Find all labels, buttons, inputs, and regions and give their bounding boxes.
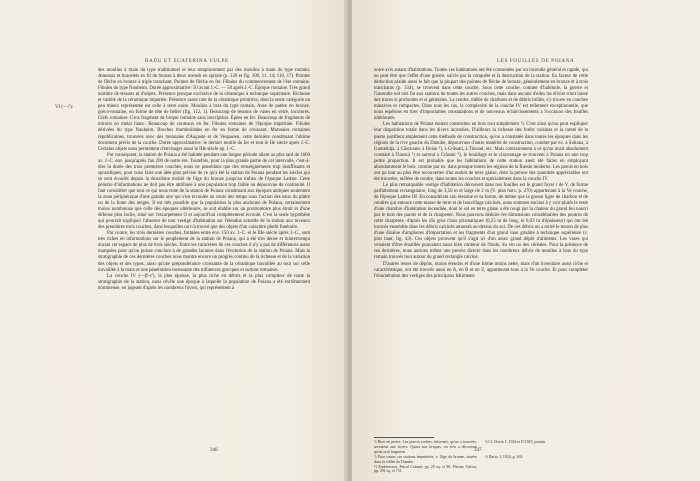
paragraph: La couche IV (—β'-ε'), la plus épaisse, la plus riche en débris et la plus complexe de toute la stratigraphie de la station, nous révèle une époque à laquelle la population de Poiana a été extrêmement nombreuse, en jugeant d'après les nombreux foyers, qui représentent à [98, 273, 310, 291]
left-page [0, 0, 348, 481]
footnote: ⁴) Dacia, I, 1924, p. 163. [485, 454, 524, 459]
paragraph: Les habitations de Poiana étaient construites en bois tout simplement ¹). C'est ainsi qu'on peut expliquer leur disparition totale dans les divers incendies. D'ailleurs la richesse des forêts voisines et la rareté de la pierre justifient amplement cette méthode de construction, qu'on a constatée dans toutes les époques dans les régions de la rive gauche du Danube, dépourvues d'autre matériel de construction, comme par ex. à Sultana, à Gumelnița, à Căscioare, à Boian ²), à Crăsani, à Tinosul, etc. Mais contrairement à ce qu'on avait absolument constaté à Tinosul ³) et surtout à Crăsani ⁴), le bouillage et le clayonnage se trouvent à Poiana en une trop petite proportion. Il est probable que les habitations de cette station aient été faites en employant abondamment le bois, comme par ex. dans presque toutes les régions de la Russie moderne. Les parois en bois ont pu tout au plus être recouvertes d'un enduit de terre glaise, dont la preuve des quantités appréciables ont été trouvées, mêlées de cendre, dans toutes les couches et spécialement dans la couche IV. [374, 122, 589, 182]
paragraph: Le plus remarquable vestige d'habitation découvert dans nos fouilles est le grand foyer i de Y, de forme parfaitement rectangulaire, long de 3,50 m et large de 2 m (V. plan hors. p. 270) appartenant à la Ve couche, de l'époque Latène III. En considérant son étendue et sa forme, de même que la grosse ligne de charbon et de cendres qui entoure cette masse de terre et de bouvillage calcinés, nous sommes enclins à y voir plutôt le reste d'une chambre d'habitation incendiée, dont le sol en terre glaise a été rougi par la chaleur du grand feu nourri par le bois des parois et de la charpente. Nous pouvons déduire les dimensions considérables des poutres de cette charpente, d'après les dix gros clous prismatiques (0,25 m de long, et 0,03 m d'épaisseur) qui ont été trouvés ensemble dans les débris calcinés amassés au-dessus du sol. De ces débris on a retiré le tesson de plus d'une dizaine d'amphores d'importation et les fragments d'un grand vase grisâtre à technique supérieure (v. plus haut, fig. 43). Ces objets prouvent qu'il s'agit ici d'un assez grand dépôt d'aliments. Les vases qui venaient d'être émaillés pouvaient aussi bien contenir de l'huile, du vin ou des céréales. Pour la présence de ces dernières, nous aurions même une preuve directe dans les nombreux débris de moulins à bras du type romain trouvés tout autour du grand rectangle calciné. [374, 182, 588, 261]
right-page [352, 0, 700, 481]
paragraph: des moulins à main du type traditionnel et leur remplacement par des moulins à main du type romain. Anneaux et bracelets en fil de bronze à deux noeuds en spirale (p. 330 et fig. 109, 11, 14; 110, 17). Pointes de flèche en bronze à triple tranchant. Pointes de flèche en fer. Fibules du commencement de l'ère romaine. Fibules du type Nauheim. Durée approximative: 50 avant J.-C. — 50 après J.-C. Époque romaine. Très grand nombre de tessons et d'objets. Présence presque exclusive de la céramique à technique supérieure. Richesse et variété de la céramique importée. Présence assez rare de la céramique primitive, dont la seule catégorie un peu mieux représentée est celle à terre noire. Moulins à bras du type romain. Anse de patère en bronze, gréco-romaine, en forme de tête de bélier (fig. 112, 1). Beaucoup de tessons de vases en verre, incolores. Clefs romaines. Gros fragment de brique romaine sans inscription. Épées en fer. Beaucoup de fragments de miroirs en métal blanc. Beaucoup de couteaux en fer. Fibules romaines de l'époque impériale. Fibules dérivées du type Nauheim. Broches rhomboïdales en fer en forme de croissant. Monnaies romaines républicaines, trouvées avec des monnaies d'Auguste et de Vespasien, cette dernière constituant l'ultime document précis de la couche. Durée approximative: le dernier moitié du Ier et tout le IIe siècle après J.-C. Certains objets nous permettent d'envisager aussi le IIIe siècle ap. J.-C. [98, 68, 310, 152]
footnote: ⁵) Andriesescu, Piscul Crăsani, pp. 25 sq. et 96; Pârvan, Getica, pp. 291 sq. et 731. [374, 464, 477, 474]
paragraph: Par contre, les trois dernières couches, formées entre env. 150 av. J.-C. et le IIIe siècle après J.-C., sont très riches en informations sur le peuplement de la station de Poiana, qui a été très dense et ininterrompu durant cet espace de plus de trois siècles. Entre les caractères de ces couches il n'y a pas de différences assez marquées pour qu'on puisse conclure à de grandes lacunes dans l'évolution de la station de Poiana. Mais la stratigraphie de ces dernières couches nous montre encore un progrès continu de la richesse et de la variation des objets et des types, ainsi qu'une prépondérance croissante de la céramique travaillée au tour sur celle travaillée à la main et une pénétration incessante des influences grecques et surtout romaines. [98, 231, 310, 273]
footnote-rule [374, 437, 434, 438]
footnote: ¹) Rien en pierre. Les pierres isolées, informes, qu'on a trouvées, servaient aux foyers. Quant aux briques, on n'en a découvert qu'un seul fragment. [374, 440, 477, 454]
paragraph: notre avis autant d'habitations. Toutes ces habitations ont été consumées par un incendie général et rapide, qui ne peut être que l'effet d'une guerre, suivie par la conquête et la destruction de la station. En faveur de cette déduction plaide aussi le fait que la plupart des pointes de flèche de bronze, généralement en bronze et à trois tranchants (p. 334), se trouvent dans cette couche. Sous cette couche, comme d'habitude, la guerre et l'incendie ont mis fin aux stations de toutes les autres couches, mais dans aucune d'elles les élixirs n'ont laissé des traces si profondes et si générales. La cendre, mêlée de charbons et de débris brûlés, s'y trouve en couches massives et compactes. Dans tous les cas, la complexité de la couche IV est tellement exceptionnelle, que nous espérons en tirer d'importantes constatations et de nouveaux éclaircissements à l'occasion des fouilles ultérieures. [374, 68, 588, 122]
right-page-number: 347 [474, 448, 482, 453]
right-body-text [374, 68, 588, 280]
right-running-head: LES FOUILLES DE POIANA [497, 58, 575, 64]
left-running-head: RADU ET ECATERINA VULPE [145, 58, 229, 64]
margin-label: VI (—?): [55, 105, 74, 110]
paragraph: D'autres restes de dépôts, moins étendus et d'une forme moins nette, mais d'un inventaire aussi riche et caractéristique, ont été trouvés aussi en A, en B et en Z, appartenant tous à la Ve couche. Et pour compléter l'énumération des vestiges des principaux bâtiments [374, 261, 588, 279]
footnote: ²) Pour toutes ces stations énumérées, v. l'âge du bronze, situées dans la vallée du Danube. [374, 454, 477, 464]
footnotes [374, 440, 588, 474]
left-body-text [98, 68, 310, 292]
footnote: ³) Cf. Dacia, I, 1924 et II 1925, passim. [485, 440, 547, 444]
paragraph: Par conséquent, la station de Poiana a été habitée pendant une longue période allant au plus tard de 1600 av. J.-C. env. jusqu'après l'an 200 de notre ère. Toutefois, pour la plus grande partie de cet intervalle, c'est-à-dire la durée des trois premières couches, nous ne possédons que des renseignements trop insuffisants et sporadiques, pour nous faire une idée plus précise de ce qu'a été la station de Poiana pendant les siècles qui se sont écoulés depuis la deuxième moitié de l'âge du bronze jusqu'au milieu de l'époque Latène. Cette pénurie d'informations ne doit pas être attribuée à une population trop faible ou dépourvue de continuité. Il faut considérer que tout ce qui nous reste de la station de Poiana constituant aux époques antiques seulement la zone périphérique d'une grande aire qui s'est écroulée au cours des temps sous l'action des eaux du plâtre ou de la fonte des neiges. Il est très possible que la population la plus ancienne de Poiana, certainement moins nombreuse que celle des époques ultérieures, se soit établie sur un promontoire plus étroit et d'une défense plus facile, situé sur l'escarpement O et aujourd'hui complètement écroulé. C'est la seule hypothèse qui pourrait expliquer l'absence de tout vestige d'habitation sur l'étendue actuelle de la station aux niveaux des premières trois couches, dans lesquelles on n'a trouvé que des objets d'un caractère plutôt funéraire. [98, 152, 310, 231]
left-page-number: 346 [210, 448, 218, 453]
